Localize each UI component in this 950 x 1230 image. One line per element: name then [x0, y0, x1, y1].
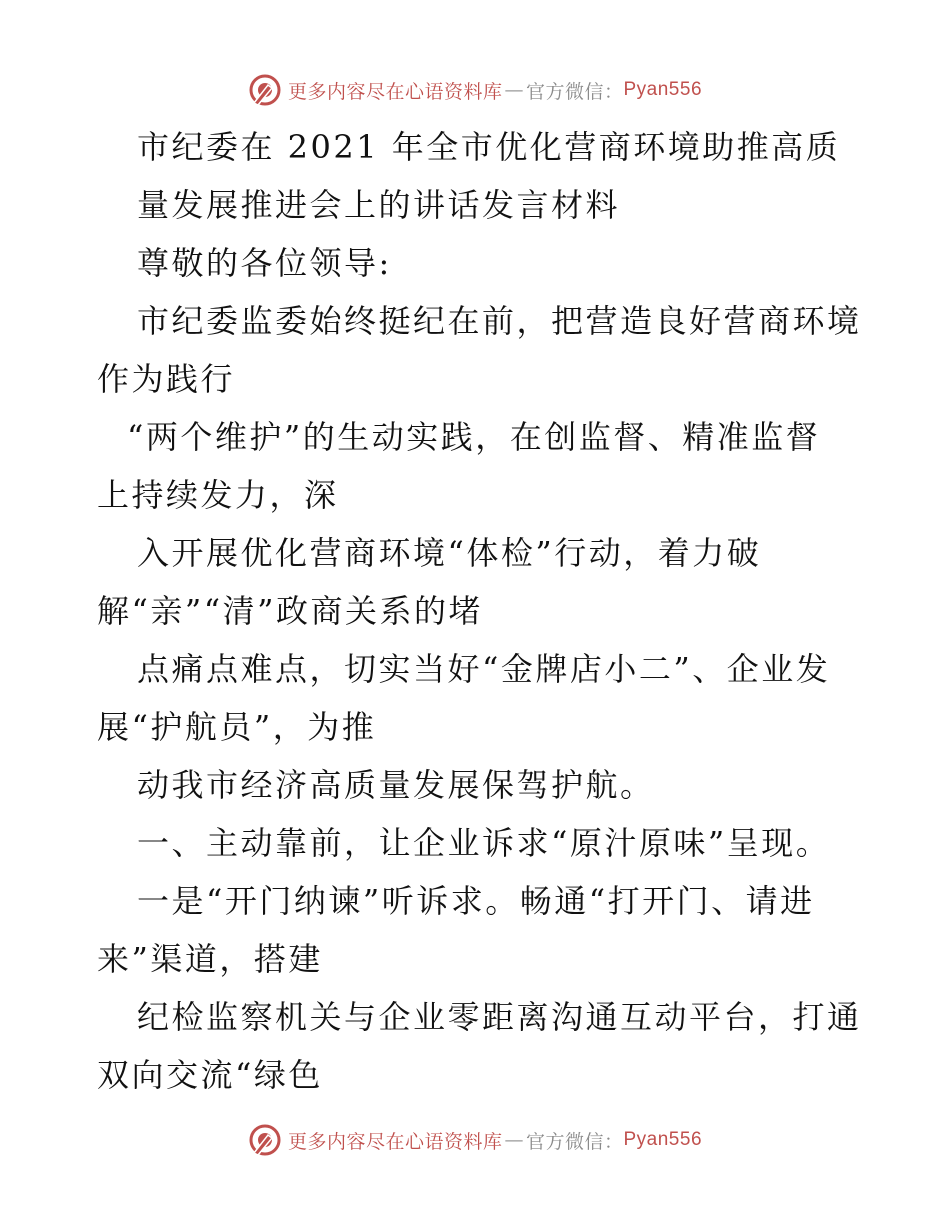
banner-wechat-label: 官方微信：: [525, 1130, 624, 1153]
doc-text-line: 作为践行: [97, 360, 236, 398]
doc-title-line-1: 市纪委在 2021 年全市优化营商环境助推高质: [137, 128, 841, 166]
pen-circle-logo-icon: [248, 1123, 282, 1157]
pen-circle-logo-icon: [248, 73, 282, 107]
document-body: [97, 118, 867, 1104]
banner-dash: —: [504, 79, 524, 101]
doc-text-line: 上持续发力，深: [97, 476, 339, 514]
doc-text-line: 双向交流“绿色: [97, 1056, 323, 1094]
footer-banner: [0, 1120, 950, 1160]
banner-wechat-id: Pyan556: [623, 79, 703, 100]
header-banner: [0, 70, 950, 110]
doc-text-line: 展“护航员”，为推: [97, 708, 377, 746]
banner-text: 更多内容尽在心语资料库: [287, 1130, 503, 1153]
banner-wechat-id: Pyan556: [623, 1129, 703, 1150]
banner-dash: —: [504, 1129, 524, 1151]
doc-text-line: 一是“开门纳谏”听诉求。畅通“打开门、请进: [137, 882, 815, 920]
doc-salutation: 尊敬的各位领导:: [137, 244, 392, 282]
banner-text: 更多内容尽在心语资料库: [287, 80, 503, 103]
banner-wechat-label: 官方微信：: [525, 80, 624, 103]
doc-text-line: 入开展优化营商环境“体检”行动，着力破: [137, 534, 762, 572]
doc-text-line: 解“亲”“清”政商关系的堵: [97, 592, 483, 630]
doc-text-line: “两个维护”的生动实践，在创监督、精准监督: [127, 418, 821, 456]
doc-text-line: 市纪委监委始终挺纪在前，把营造良好营商环境: [137, 302, 862, 340]
doc-section-heading: 一、主动靠前，让企业诉求“原汁原味”呈现。: [137, 824, 831, 862]
doc-text-line: 来”渠道，搭建: [97, 940, 323, 978]
doc-text-line: 点痛点难点，切实当好“金牌店小二”、企业发: [137, 650, 831, 688]
doc-text-line: 纪检监察机关与企业零距离沟通互动平台，打通: [137, 998, 862, 1036]
doc-title-line-2: 量发展推进会上的讲话发言材料: [137, 186, 621, 224]
doc-text-line: 动我市经济高质量发展保驾护航。: [137, 766, 655, 804]
